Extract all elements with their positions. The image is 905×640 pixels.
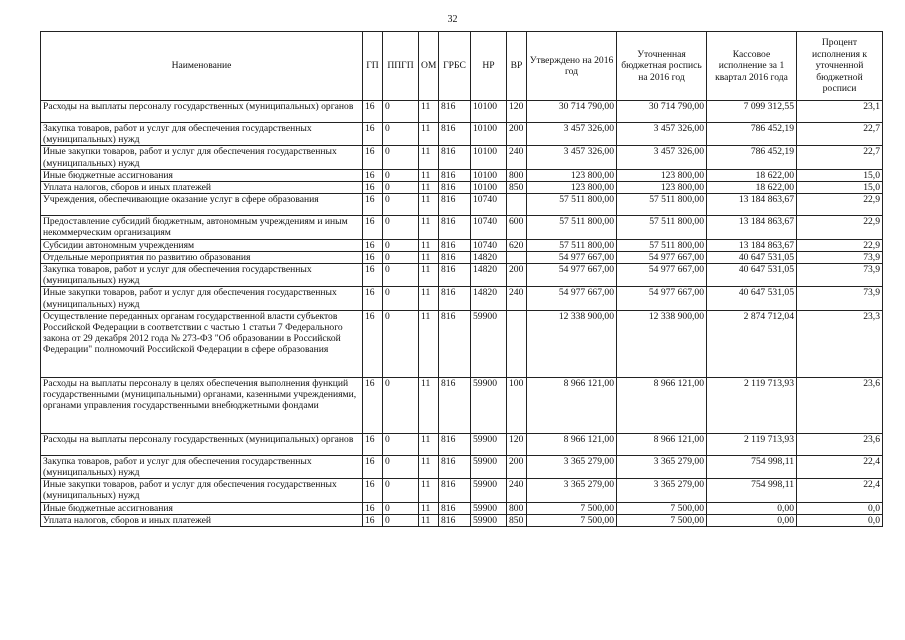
header-approved: Утверждено на 2016 год (527, 32, 617, 101)
cell-grbs: 816 (439, 101, 471, 123)
cell-name: Уплата налогов, сборов и иных платежей (41, 182, 363, 194)
cell-ppgp: 0 (383, 377, 419, 433)
cell-om: 11 (419, 264, 439, 287)
header-cash: Кассовое исполнение за 1 квартал 2016 года (707, 32, 797, 101)
cell-vr: 850 (507, 182, 527, 194)
table-row (41, 514, 883, 526)
table-row (41, 433, 883, 455)
cell-cash: 786 452,19 (707, 146, 797, 169)
cell-revised: 54 977 667,00 (617, 287, 707, 310)
cell-name: Иные закупки товаров, работ и услуг для обеспечения государственных (муниципальных) нужд (41, 479, 363, 502)
cell-approved: 12 338 900,00 (527, 310, 617, 377)
cell-percent: 0,0 (797, 502, 883, 514)
cell-revised: 7 500,00 (617, 514, 707, 526)
cell-name: Иные закупки товаров, работ и услуг для обеспечения государственных (муниципальных) нужд (41, 146, 363, 169)
cell-vr: 200 (507, 123, 527, 146)
cell-percent: 22,7 (797, 146, 883, 169)
table-row (41, 251, 883, 263)
cell-ppgp: 0 (383, 455, 419, 478)
cell-percent: 22,4 (797, 479, 883, 502)
cell-nr: 59900 (471, 479, 507, 502)
table-row (41, 287, 883, 310)
cell-om: 11 (419, 239, 439, 251)
header-gp: ГП (363, 32, 383, 101)
cell-name: Отдельные мероприятия по развитию образования (41, 251, 363, 263)
cell-grbs: 816 (439, 169, 471, 181)
cell-name: Уплата налогов, сборов и иных платежей (41, 514, 363, 526)
cell-cash: 786 452,19 (707, 123, 797, 146)
cell-ppgp: 0 (383, 479, 419, 502)
cell-ppgp: 0 (383, 251, 419, 263)
cell-percent: 23,3 (797, 310, 883, 377)
cell-gp: 16 (363, 169, 383, 181)
cell-cash: 13 184 863,67 (707, 239, 797, 251)
cell-cash: 7 099 312,55 (707, 101, 797, 123)
cell-percent: 0,0 (797, 514, 883, 526)
cell-cash: 0,00 (707, 502, 797, 514)
header-om: ОМ (419, 32, 439, 101)
cell-name: Закупка товаров, работ и услуг для обеспечения государственных (муниципальных) нужд (41, 455, 363, 478)
cell-grbs: 816 (439, 146, 471, 169)
cell-percent: 23,6 (797, 377, 883, 433)
cell-revised: 123 800,00 (617, 169, 707, 181)
cell-vr: 620 (507, 239, 527, 251)
cell-vr: 100 (507, 377, 527, 433)
cell-revised: 30 714 790,00 (617, 101, 707, 123)
table-row (41, 146, 883, 169)
cell-revised: 54 977 667,00 (617, 251, 707, 263)
cell-percent: 22,4 (797, 455, 883, 478)
cell-grbs: 816 (439, 287, 471, 310)
cell-approved: 7 500,00 (527, 514, 617, 526)
cell-ppgp: 0 (383, 514, 419, 526)
cell-cash: 754 998,11 (707, 455, 797, 478)
cell-vr: 800 (507, 169, 527, 181)
cell-revised: 8 966 121,00 (617, 433, 707, 455)
cell-om: 11 (419, 194, 439, 216)
cell-revised: 3 365 279,00 (617, 455, 707, 478)
cell-approved: 3 365 279,00 (527, 479, 617, 502)
cell-nr: 14820 (471, 264, 507, 287)
header-nr: НР (471, 32, 507, 101)
cell-gp: 16 (363, 455, 383, 478)
cell-nr: 10740 (471, 216, 507, 239)
cell-percent: 15,0 (797, 169, 883, 181)
cell-cash: 754 998,11 (707, 479, 797, 502)
table-row (41, 502, 883, 514)
cell-gp: 16 (363, 310, 383, 377)
cell-percent: 23,1 (797, 101, 883, 123)
table-row (41, 264, 883, 287)
cell-revised: 8 966 121,00 (617, 377, 707, 433)
cell-vr: 240 (507, 146, 527, 169)
cell-approved: 3 457 326,00 (527, 123, 617, 146)
cell-om: 11 (419, 455, 439, 478)
cell-name: Учреждения, обеспечивающие оказание услуг в сфере образования (41, 194, 363, 216)
cell-gp: 16 (363, 287, 383, 310)
cell-om: 11 (419, 101, 439, 123)
cell-nr: 59900 (471, 433, 507, 455)
cell-revised: 7 500,00 (617, 502, 707, 514)
cell-percent: 73,9 (797, 264, 883, 287)
budget-execution-table (40, 31, 883, 527)
cell-nr: 14820 (471, 251, 507, 263)
cell-nr: 10100 (471, 123, 507, 146)
table-row (41, 377, 883, 433)
cell-ppgp: 0 (383, 101, 419, 123)
cell-revised: 57 511 800,00 (617, 239, 707, 251)
cell-ppgp: 0 (383, 433, 419, 455)
cell-gp: 16 (363, 264, 383, 287)
cell-vr: 800 (507, 502, 527, 514)
cell-revised: 12 338 900,00 (617, 310, 707, 377)
cell-gp: 16 (363, 123, 383, 146)
cell-percent: 73,9 (797, 287, 883, 310)
cell-grbs: 816 (439, 377, 471, 433)
cell-gp: 16 (363, 502, 383, 514)
cell-grbs: 816 (439, 239, 471, 251)
cell-gp: 16 (363, 101, 383, 123)
header-name: Наименование (41, 32, 363, 101)
cell-grbs: 816 (439, 514, 471, 526)
cell-ppgp: 0 (383, 287, 419, 310)
cell-vr: 240 (507, 287, 527, 310)
cell-cash: 2 874 712,04 (707, 310, 797, 377)
cell-nr: 59900 (471, 377, 507, 433)
cell-name: Иные бюджетные ассигнования (41, 502, 363, 514)
cell-ppgp: 0 (383, 194, 419, 216)
cell-vr: 120 (507, 101, 527, 123)
cell-ppgp: 0 (383, 146, 419, 169)
cell-name: Иные бюджетные ассигнования (41, 169, 363, 181)
cell-om: 11 (419, 479, 439, 502)
header-grbs: ГРБС (439, 32, 471, 101)
header-vr: ВР (507, 32, 527, 101)
cell-name: Субсидии автономным учреждениям (41, 239, 363, 251)
cell-approved: 7 500,00 (527, 502, 617, 514)
cell-name: Предоставление субсидий бюджетным, автономным учреждениям и иным некоммерческим организациям (41, 216, 363, 239)
cell-approved: 8 966 121,00 (527, 377, 617, 433)
cell-nr: 10740 (471, 194, 507, 216)
cell-name: Иные закупки товаров, работ и услуг для обеспечения государственных (муниципальных) нужд (41, 287, 363, 310)
table-row (41, 194, 883, 216)
cell-approved: 3 457 326,00 (527, 146, 617, 169)
cell-name: Расходы на выплаты персоналу в целях обеспечения выполнения функций государственными (муниципальными) органами, казенными учреждениями, органами управления государственными внебюджетными фондами (41, 377, 363, 433)
cell-percent: 22,9 (797, 194, 883, 216)
cell-grbs: 816 (439, 264, 471, 287)
cell-grbs: 816 (439, 502, 471, 514)
cell-cash: 2 119 713,93 (707, 377, 797, 433)
cell-gp: 16 (363, 479, 383, 502)
cell-nr: 10100 (471, 146, 507, 169)
cell-nr: 10740 (471, 239, 507, 251)
cell-name: Расходы на выплаты персоналу государственных (муниципальных) органов (41, 433, 363, 455)
cell-approved: 8 966 121,00 (527, 433, 617, 455)
cell-gp: 16 (363, 146, 383, 169)
cell-nr: 14820 (471, 287, 507, 310)
cell-nr: 59900 (471, 514, 507, 526)
cell-percent: 22,9 (797, 216, 883, 239)
cell-nr: 10100 (471, 182, 507, 194)
table-row (41, 169, 883, 181)
cell-cash: 13 184 863,67 (707, 216, 797, 239)
cell-revised: 57 511 800,00 (617, 216, 707, 239)
cell-om: 11 (419, 251, 439, 263)
cell-approved: 123 800,00 (527, 169, 617, 181)
cell-name: Закупка товаров, работ и услуг для обеспечения государственных (муниципальных) нужд (41, 123, 363, 146)
cell-ppgp: 0 (383, 239, 419, 251)
cell-grbs: 816 (439, 251, 471, 263)
table-row (41, 101, 883, 123)
cell-nr: 59900 (471, 502, 507, 514)
cell-om: 11 (419, 216, 439, 239)
table-row (41, 182, 883, 194)
cell-cash: 18 622,00 (707, 169, 797, 181)
cell-cash: 13 184 863,67 (707, 194, 797, 216)
cell-gp: 16 (363, 239, 383, 251)
cell-om: 11 (419, 123, 439, 146)
cell-percent: 73,9 (797, 251, 883, 263)
cell-gp: 16 (363, 514, 383, 526)
cell-cash: 40 647 531,05 (707, 287, 797, 310)
cell-cash: 2 119 713,93 (707, 433, 797, 455)
header-revised: Уточненная бюджетная роспись на 2016 год (617, 32, 707, 101)
table-row (41, 123, 883, 146)
cell-cash: 40 647 531,05 (707, 264, 797, 287)
page-number: 32 (447, 14, 458, 25)
cell-gp: 16 (363, 433, 383, 455)
cell-om: 11 (419, 433, 439, 455)
cell-approved: 123 800,00 (527, 182, 617, 194)
cell-name: Расходы на выплаты персоналу государственных (муниципальных) органов (41, 101, 363, 123)
cell-grbs: 816 (439, 479, 471, 502)
table-header-row (41, 32, 883, 101)
cell-vr (507, 194, 527, 216)
table-row (41, 310, 883, 377)
cell-revised: 54 977 667,00 (617, 264, 707, 287)
table-row (41, 239, 883, 251)
table-row (41, 216, 883, 239)
cell-cash: 40 647 531,05 (707, 251, 797, 263)
cell-cash: 18 622,00 (707, 182, 797, 194)
cell-vr: 200 (507, 264, 527, 287)
cell-ppgp: 0 (383, 310, 419, 377)
cell-approved: 54 977 667,00 (527, 264, 617, 287)
cell-nr: 10100 (471, 101, 507, 123)
table-row (41, 479, 883, 502)
cell-name: Осуществление переданных органам государственной власти субъектов Российской Федерации в соответствии с частью 1 статьи 7 Федерального закона от 29 декабря 2012 года № 273-ФЗ "Об образовании в Российской Федерации" полномочий Российской Федерации в сфере образования (41, 310, 363, 377)
cell-vr (507, 310, 527, 377)
cell-ppgp: 0 (383, 182, 419, 194)
cell-grbs: 816 (439, 216, 471, 239)
cell-grbs: 816 (439, 194, 471, 216)
cell-revised: 57 511 800,00 (617, 194, 707, 216)
cell-om: 11 (419, 287, 439, 310)
cell-vr: 120 (507, 433, 527, 455)
table-body (41, 101, 883, 527)
cell-vr: 600 (507, 216, 527, 239)
cell-approved: 54 977 667,00 (527, 251, 617, 263)
cell-percent: 22,9 (797, 239, 883, 251)
cell-approved: 54 977 667,00 (527, 287, 617, 310)
cell-gp: 16 (363, 377, 383, 433)
cell-name: Закупка товаров, работ и услуг для обеспечения государственных (муниципальных) нужд (41, 264, 363, 287)
cell-approved: 57 511 800,00 (527, 216, 617, 239)
cell-revised: 123 800,00 (617, 182, 707, 194)
cell-ppgp: 0 (383, 169, 419, 181)
cell-gp: 16 (363, 251, 383, 263)
cell-ppgp: 0 (383, 123, 419, 146)
cell-approved: 30 714 790,00 (527, 101, 617, 123)
cell-grbs: 816 (439, 455, 471, 478)
table-row (41, 455, 883, 478)
cell-nr: 59900 (471, 455, 507, 478)
cell-approved: 57 511 800,00 (527, 239, 617, 251)
cell-grbs: 816 (439, 310, 471, 377)
cell-gp: 16 (363, 182, 383, 194)
cell-percent: 15,0 (797, 182, 883, 194)
cell-revised: 3 457 326,00 (617, 146, 707, 169)
cell-gp: 16 (363, 216, 383, 239)
cell-vr: 850 (507, 514, 527, 526)
cell-vr (507, 251, 527, 263)
cell-approved: 57 511 800,00 (527, 194, 617, 216)
cell-nr: 59900 (471, 310, 507, 377)
cell-percent: 23,6 (797, 433, 883, 455)
cell-ppgp: 0 (383, 264, 419, 287)
cell-revised: 3 365 279,00 (617, 479, 707, 502)
cell-om: 11 (419, 514, 439, 526)
cell-om: 11 (419, 169, 439, 181)
cell-vr: 200 (507, 455, 527, 478)
cell-revised: 3 457 326,00 (617, 123, 707, 146)
cell-vr: 240 (507, 479, 527, 502)
cell-grbs: 816 (439, 182, 471, 194)
cell-om: 11 (419, 146, 439, 169)
cell-om: 11 (419, 377, 439, 433)
header-ppgp: ППГП (383, 32, 419, 101)
cell-om: 11 (419, 502, 439, 514)
cell-cash: 0,00 (707, 514, 797, 526)
cell-om: 11 (419, 182, 439, 194)
cell-approved: 3 365 279,00 (527, 455, 617, 478)
cell-ppgp: 0 (383, 216, 419, 239)
cell-nr: 10100 (471, 169, 507, 181)
cell-ppgp: 0 (383, 502, 419, 514)
cell-percent: 22,7 (797, 123, 883, 146)
cell-grbs: 816 (439, 123, 471, 146)
header-percent: Процент исполнения к уточненной бюджетной росписи (797, 32, 883, 101)
cell-om: 11 (419, 310, 439, 377)
cell-grbs: 816 (439, 433, 471, 455)
cell-gp: 16 (363, 194, 383, 216)
